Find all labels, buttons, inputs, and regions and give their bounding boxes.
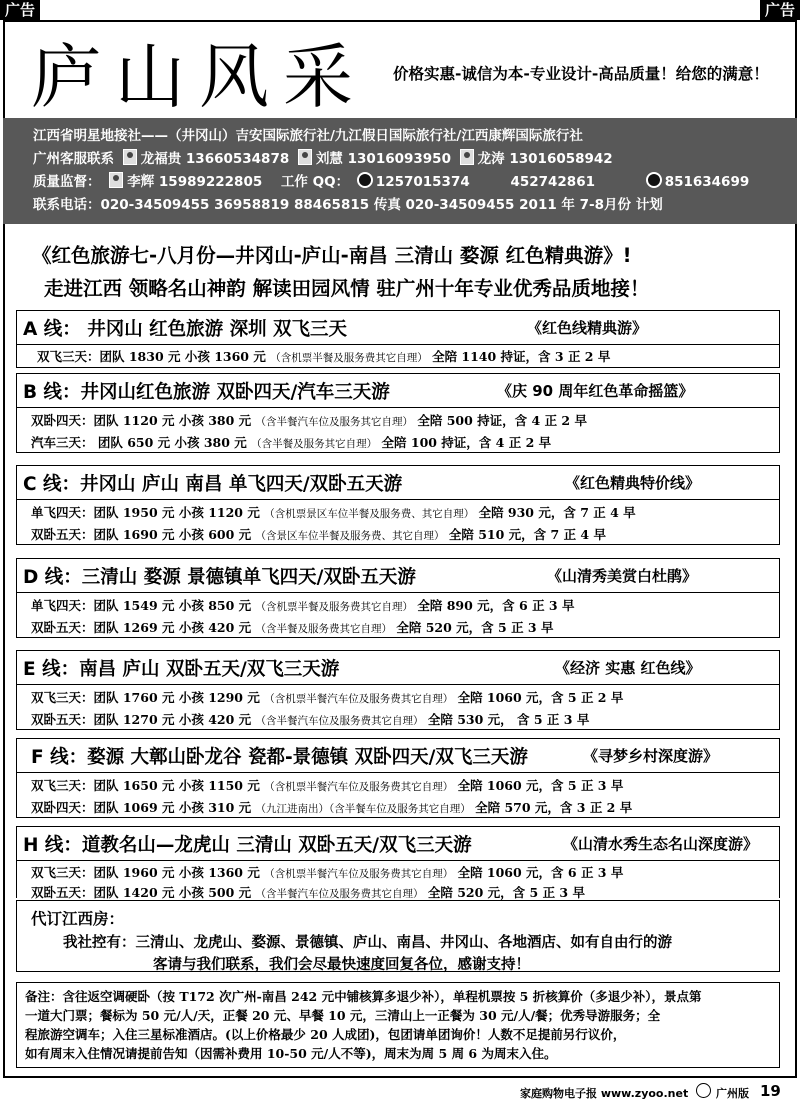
route-subtitle: 《经济 实惠 红色线》 xyxy=(555,659,701,677)
route-title: H 线：道教名山—龙虎山 三清山 双卧五天/双飞三天游 xyxy=(23,835,472,856)
ad-tag-right: 广告 xyxy=(760,0,800,20)
price-row: 双飞三天：团队 1650 元 小孩 1150 元 （含机票半餐汽车位及服务费其它自理） 全陪 1060 元，含 5 正 3 早 xyxy=(31,778,624,793)
route-box-f xyxy=(16,738,780,818)
remark-line: 如有周末入住情况请提前告知（因需补费用 10-50 元/人不等)，周末为周 5 周 6 为周末入住。 xyxy=(25,1046,557,1061)
route-box-c xyxy=(16,465,780,545)
price-row: 双卧四天：团队 1120 元 小孩 380 元 （含半餐汽车位及服务其它自理） 全陪 500 持证，含 4 正 2 早 xyxy=(31,413,587,428)
newspaper-logo-icon xyxy=(696,1083,711,1098)
remark-line: 备注：含往返空调硬卧（按 T172 次广州-南昌 242 元中铺核算多退少补），单程机票按 5 折核算价（多退少补），景点第 xyxy=(25,989,702,1004)
divider xyxy=(17,860,779,861)
route-box-d xyxy=(16,558,780,638)
hotel-line-2: 客请与我们联系，我们会尽最快速度回复各位，感谢支持！ xyxy=(153,957,530,973)
logo: 庐山风采 xyxy=(31,36,367,118)
header xyxy=(3,22,797,118)
route-box-h xyxy=(16,826,780,898)
price-row: 双飞三天：团队 1760 元 小孩 1290 元 （含机票半餐汽车位及服务费其它自理） 全陪 1060 元，含 5 正 2 早 xyxy=(31,690,624,705)
price-row: 汽车三天： 团队 650 元 小孩 380 元 （含半餐及服务其它自理） 全陪 100 持证，含 4 正 2 早 xyxy=(31,435,552,450)
price-row: 双卧五天：团队 1269 元 小孩 420 元 （含半餐及服务费其它自理） 全陪 520 元，含 5 正 3 早 xyxy=(31,620,554,635)
divider xyxy=(17,772,779,773)
price-row: 双卧五天：团队 1420 元 小孩 500 元 （含半餐汽车位及服务费其它自理） 全陪 520 元，含 5 正 3 早 xyxy=(31,885,585,900)
price-row: 单飞四天：团队 1950 元 小孩 1120 元 （含机票景区车位半餐及服务费、其它自理） 全陪 930 元，含 7 正 4 早 xyxy=(31,505,636,520)
remark-line: 程旅游空调车；入住三星标准酒店。(以上价格最少 20 人成团)，包团请单团询价！人数不足提前另行议价， xyxy=(25,1027,626,1042)
contact-panel xyxy=(3,118,797,224)
route-subtitle: 《红色线精典游》 xyxy=(527,319,648,337)
route-title: D 线：三清山 婺源 景德镇单飞四天/双卧五天游 xyxy=(23,567,416,588)
top-bar xyxy=(0,0,800,20)
contact-3: 龙涛 13016058942 xyxy=(477,151,613,167)
remark-line: 一道大门票；餐标为 50 元/人/天，正餐 20 元、早餐 10 元，三清山上一正餐为 30 元/人/餐；优秀导游服务；全 xyxy=(25,1008,661,1023)
divider xyxy=(17,407,779,408)
route-title: F 线：婺源 大鄣山卧龙谷 瓷都-景德镇 双卧四天/双飞三天游 xyxy=(31,747,528,768)
supervision-label: 质量监督： xyxy=(33,174,101,190)
divider xyxy=(17,344,779,345)
service-line xyxy=(33,148,797,171)
qq-1: 1257015374 xyxy=(375,174,470,190)
price-row: 双卧五天：团队 1270 元 小孩 420 元 （含半餐汽车位及服务费其它自理） 全陪 530 元， 含 5 正 3 早 xyxy=(31,712,590,727)
page-number: 19 xyxy=(760,1082,781,1100)
headline-2: 走进江西 领略名山神韵 解读田园风情 驻广州十年专业优秀品质地接！ xyxy=(44,277,650,300)
price-row: 双飞三天：团队 1960 元 小孩 1360 元 （含机票半餐汽车位及服务费其它自理） 全陪 1060 元，含 6 正 3 早 xyxy=(31,865,624,880)
contact-2: 刘慧 13016093950 xyxy=(315,151,451,167)
route-subtitle: 《寻梦乡村深度游》 xyxy=(583,747,719,765)
divider xyxy=(17,499,779,500)
contact-1: 龙福贵 13660534878 xyxy=(140,151,290,167)
route-box-e xyxy=(16,650,780,730)
qq-label: 工作 QQ： xyxy=(280,174,350,190)
supervisor: 李辉 15989222805 xyxy=(127,174,263,190)
price-row: 单飞四天：团队 1549 元 小孩 850 元 （含机票半餐及服务费其它自理） 全陪 890 元，含 6 正 3 早 xyxy=(31,598,575,613)
hotel-booking-box xyxy=(16,900,780,972)
person-icon xyxy=(123,149,137,165)
phone-line: 联系电话：020-34509455 36958819 88465815 传真 020-34509455 2011 年 7-8月份 计划 xyxy=(33,197,663,213)
person-icon xyxy=(298,149,312,165)
remarks-box xyxy=(16,982,780,1068)
price-row: 双卧五天：团队 1690 元 小孩 600 元 （含景区车位半餐及服务费、其它自理） 全陪 510 元，含 7 正 4 早 xyxy=(31,527,606,542)
price-row: 双飞三天：团队 1830 元 小孩 1360 元 （含机票半餐及服务费其它自理） 全陪 1140 持证，含 3 正 2 早 xyxy=(37,349,611,364)
qq-icon xyxy=(357,172,373,188)
footer xyxy=(0,1080,800,1100)
service-label: 广州客服联系 xyxy=(33,151,114,167)
route-title: A 线： 井冈山 红色旅游 深圳 双飞三天 xyxy=(23,319,348,340)
person-icon xyxy=(109,172,123,188)
person-icon xyxy=(460,149,474,165)
price-row: 双卧四天：团队 1069 元 小孩 310 元 （九江进南出）（含半餐车位及服务其它自理） 全陪 570 元，含 3 正 2 早 xyxy=(31,800,633,815)
hotel-title: 代订江西房： xyxy=(31,910,125,928)
partner-line: 江西省明星地接社——（井冈山）吉安国际旅行社/九江假日国际旅行社/江西康辉国际旅行社 xyxy=(33,128,583,144)
route-box-a xyxy=(16,310,780,368)
route-title: C 线：井冈山 庐山 南昌 单飞四天/双卧五天游 xyxy=(23,474,403,495)
footer-site: 家庭购物电子报 www.zyoo.net xyxy=(520,1087,689,1100)
route-subtitle: 《山清秀美赏白杜鹃》 xyxy=(547,567,698,585)
headline-1: 《红色旅游七-八月份—井冈山-庐山-南昌 三清山 婺源 红色精典游》! xyxy=(32,244,632,267)
qq-2: 452742861 xyxy=(510,174,595,190)
route-subtitle: 《庆 90 周年红色革命摇篮》 xyxy=(497,382,694,400)
footer-edition: 广州版 xyxy=(716,1087,749,1100)
slogan: 价格实惠-诚信为本-专业设计-高品质量！给您的满意！ xyxy=(393,65,769,83)
route-subtitle: 《山清水秀生态名山深度游》 xyxy=(563,835,759,853)
route-title: E 线：南昌 庐山 双卧五天/双飞三天游 xyxy=(23,659,340,680)
route-title: B 线：井冈山红色旅游 双卧四天/汽车三天游 xyxy=(23,382,390,403)
ad-tag-left: 广告 xyxy=(0,0,40,20)
qq-icon xyxy=(646,172,662,188)
supervision-line xyxy=(33,171,797,194)
divider xyxy=(17,592,779,593)
hotel-line-1: 我社控有：三清山、龙虎山、婺源、景德镇、庐山、南昌、井冈山、各地酒店、如有自由行的游 xyxy=(63,935,672,951)
route-subtitle: 《红色精典特价线》 xyxy=(565,474,701,492)
divider xyxy=(17,684,779,685)
route-box-b xyxy=(16,373,780,453)
qq-3: 851634699 xyxy=(664,174,750,190)
